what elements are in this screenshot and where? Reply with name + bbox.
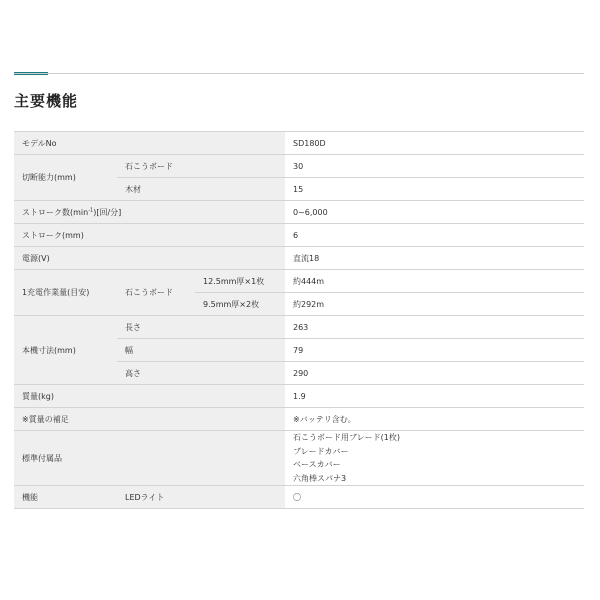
spec-sublabel: 長さ	[117, 316, 285, 339]
spec-value-list	[285, 431, 584, 486]
spec-value: 1.9	[285, 385, 584, 408]
spec-table	[14, 131, 584, 509]
spec-value: 約444m	[285, 270, 584, 293]
spec-label: 機能	[14, 486, 117, 509]
spec-value: 直流18	[285, 247, 584, 270]
spec-sublabel: 木材	[117, 178, 285, 201]
spec-row-function	[14, 486, 584, 509]
spec-sublabel: 12.5mm厚×1枚	[195, 270, 285, 293]
spec-label: 本機寸法(mm)	[14, 316, 117, 385]
spec-sublabel: 石こうボード	[117, 270, 195, 316]
spec-value: 30	[285, 155, 584, 178]
spec-label	[14, 201, 285, 224]
list-item: ベースカバー	[293, 460, 341, 469]
spec-row-dim-length	[14, 316, 584, 339]
list-item: 石こうボード用ブレード(1枚)	[293, 433, 401, 442]
spec-sublabel: 石こうボード	[117, 155, 285, 178]
spec-row-power	[14, 247, 584, 270]
section-title: 主要機能	[14, 92, 79, 110]
spec-label-text: ストローク数(min	[22, 207, 89, 217]
spec-label: 切断能力(mm)	[14, 155, 117, 201]
spec-label: 電源(V)	[14, 247, 285, 270]
spec-row-weight	[14, 385, 584, 408]
spec-value: 290	[285, 362, 584, 385]
spec-value: 6	[285, 224, 584, 247]
spec-value: SD180D	[285, 132, 584, 155]
spec-row-cutting-gypsum	[14, 155, 584, 178]
spec-value: 〇	[285, 486, 584, 509]
spec-label: ストローク(mm)	[14, 224, 285, 247]
spec-label: モデルNo	[14, 132, 285, 155]
spec-label: ※質量の補足	[14, 408, 285, 431]
spec-value: 263	[285, 316, 584, 339]
list-item: 六角棒スパナ3	[293, 473, 347, 483]
spec-row-stroke-length	[14, 224, 584, 247]
spec-sublabel: LEDライト	[117, 486, 285, 509]
spec-sublabel: 高さ	[117, 362, 285, 385]
header-divider	[14, 73, 584, 74]
spec-sublabel: 9.5mm厚×2枚	[195, 293, 285, 316]
spec-label: 標準付属品	[14, 431, 285, 486]
spec-row-strokes	[14, 201, 584, 224]
spec-label: 質量(kg)	[14, 385, 285, 408]
spec-value: 0~6,000	[285, 201, 584, 224]
spec-row-weight-note	[14, 408, 584, 431]
spec-label-text: )[回/分]	[93, 207, 122, 217]
spec-value: ※バッテリ含む。	[285, 408, 584, 431]
spec-row-work-a	[14, 270, 584, 293]
spec-value: 15	[285, 178, 584, 201]
spec-sublabel: 幅	[117, 339, 285, 362]
spec-value: 約292m	[285, 293, 584, 316]
spec-label-superscript: -1	[88, 206, 94, 213]
list-item: ブレードカバー	[293, 446, 349, 456]
spec-row-accessories	[14, 431, 584, 486]
spec-label: 1充電作業量(目安)	[14, 270, 117, 316]
spec-value: 79	[285, 339, 584, 362]
spec-row-model	[14, 132, 584, 155]
